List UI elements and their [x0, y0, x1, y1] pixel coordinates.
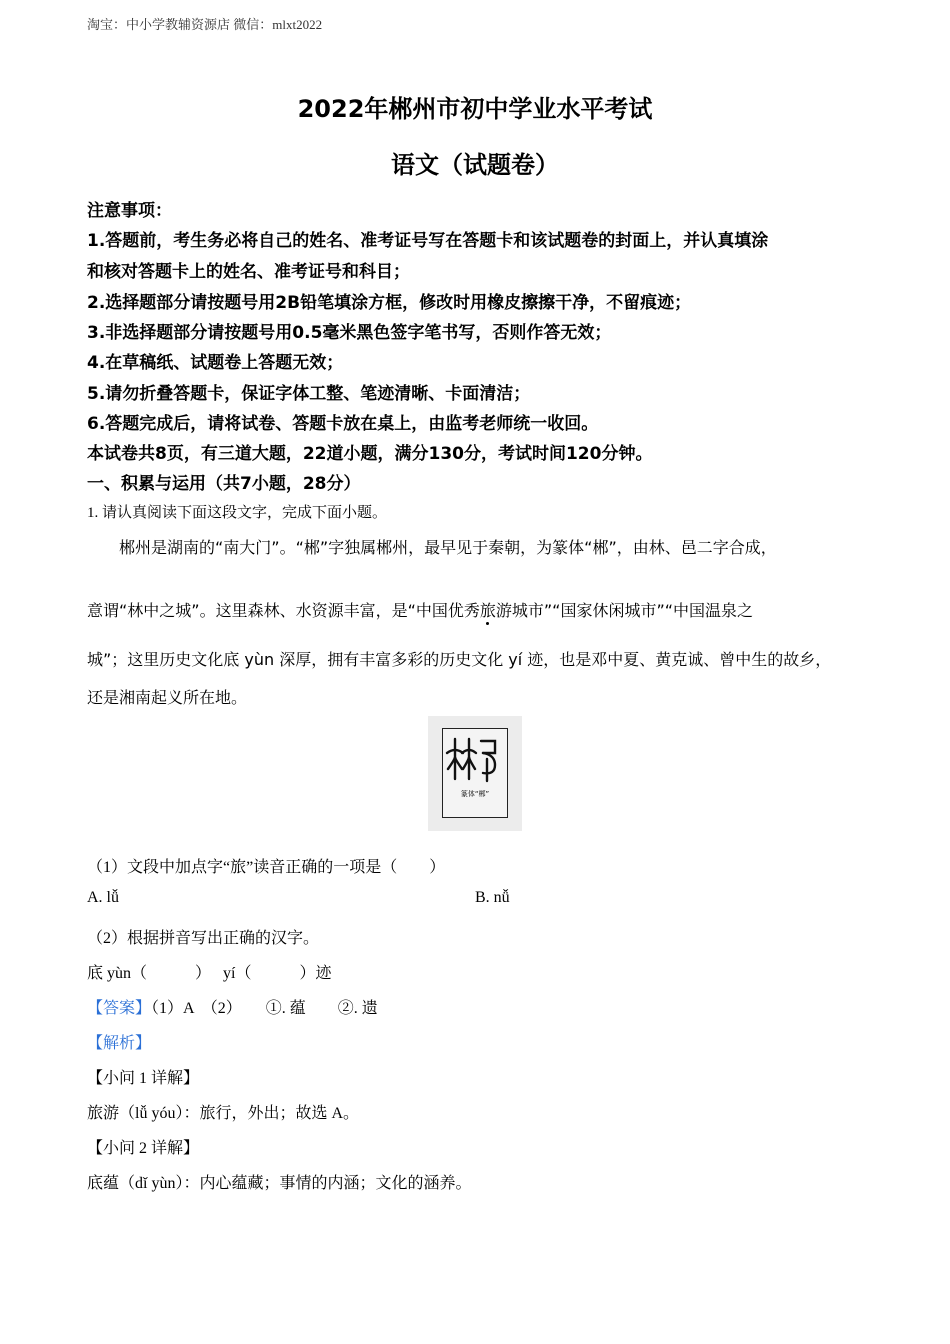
- section-heading: 一、积累与运用（共7小题，28分）: [87, 474, 361, 494]
- note-item-4: 4.在草稿纸、试题卷上答题无效；: [87, 353, 344, 373]
- question-intro: 1. 请认真阅读下面这段文字，完成下面小题。: [87, 505, 388, 521]
- analysis-label: 【解析】: [87, 1035, 152, 1052]
- passage-line-2-post: 游城市”“国家休闲城市”“中国温泉之: [495, 601, 754, 620]
- seal-caption: 篆体“郴”: [460, 790, 490, 798]
- exam-title: 2022年郴州市初中学业水平考试: [297, 95, 653, 123]
- seal-frame: [442, 728, 508, 818]
- note-item-6: 6.答题完成后，请将试卷、答题卡放在桌上，由监考老师统一收回。: [87, 414, 599, 434]
- dotted-character: 旅: [479, 601, 496, 620]
- note-item-1-cont: 和核对答题卡上的姓名、准考证号和科目；: [87, 262, 410, 282]
- exam-subtitle: 语文（试题卷）: [391, 151, 559, 179]
- passage-line-2-pre: 意谓“林中之城”。这里森林、水资源丰富，是“中国优秀: [87, 601, 480, 620]
- note-item-5: 5.请勿折叠答题卡，保证字体工整、笔迹清晰、卡面清洁；: [87, 384, 531, 404]
- sub-question-1: （1）文段中加点字“旅”读音正确的一项是（ ）: [87, 859, 446, 876]
- detail-2-text: 底蕴（dǐ yùn）：内心蕴藏；事情的内涵；文化的涵养。: [87, 1175, 472, 1192]
- option-a: A. lǚ: [87, 889, 119, 906]
- detail-2-label: 【小问 2 详解】: [87, 1140, 200, 1157]
- pinyin-blanks: 底 yùn（ ） yí（ ）迹: [87, 965, 332, 982]
- passage-line-2: [87, 598, 753, 621]
- passage-line-1: 郴州是湖南的“南大门”。“郴”字独属郴州，最早见于秦朝，为篆体“郴”，由林、邑二字合成，: [119, 538, 777, 557]
- detail-1-label: 【小问 1 详解】: [87, 1070, 200, 1087]
- answer-label: 【答案】: [87, 1000, 152, 1017]
- sub-question-2: （2）根据拼音写出正确的汉字。: [87, 930, 320, 947]
- answer-line: [87, 995, 378, 1018]
- notes-heading: 注意事项：: [87, 201, 172, 221]
- note-item-2: 2.选择题部分请按题号用2B铅笔填涂方框，修改时用橡皮擦擦干净，不留痕迹；: [87, 293, 692, 313]
- answer-text: （1）A （2） ①. 蕴 ②. 遗: [151, 1000, 378, 1017]
- page-header: 淘宝：中小学教辅资源店 微信：mlxt2022: [87, 17, 323, 32]
- seal-script-image: [428, 716, 522, 831]
- note-item-3: 3.非选择题部分请按题号用0.5毫米黑色签字笔书写，否则作答无效；: [87, 323, 612, 343]
- detail-1-text: 旅游（lǚ yóu）：旅行，外出；故选 A。: [87, 1105, 360, 1122]
- seal-character-icon: [443, 729, 507, 787]
- note-item-1: 1.答题前，考生务必将自己的姓名、准考证号写在答题卡和该试题卷的封面上，并认真填涂: [87, 231, 769, 251]
- exam-summary: 本试卷共8页，有三道大题，22道小题，满分130分，考试时间120分钟。: [87, 444, 653, 464]
- passage-line-4: 还是湘南起义所在地。: [87, 688, 248, 707]
- passage-line-3: 城”；这里历史文化底 yùn 深厚，拥有丰富多彩的历史文化 yí 迹，也是邓中夏、黄克诚、曾中生的故乡，: [87, 650, 832, 669]
- option-b: B. nǚ: [475, 889, 510, 906]
